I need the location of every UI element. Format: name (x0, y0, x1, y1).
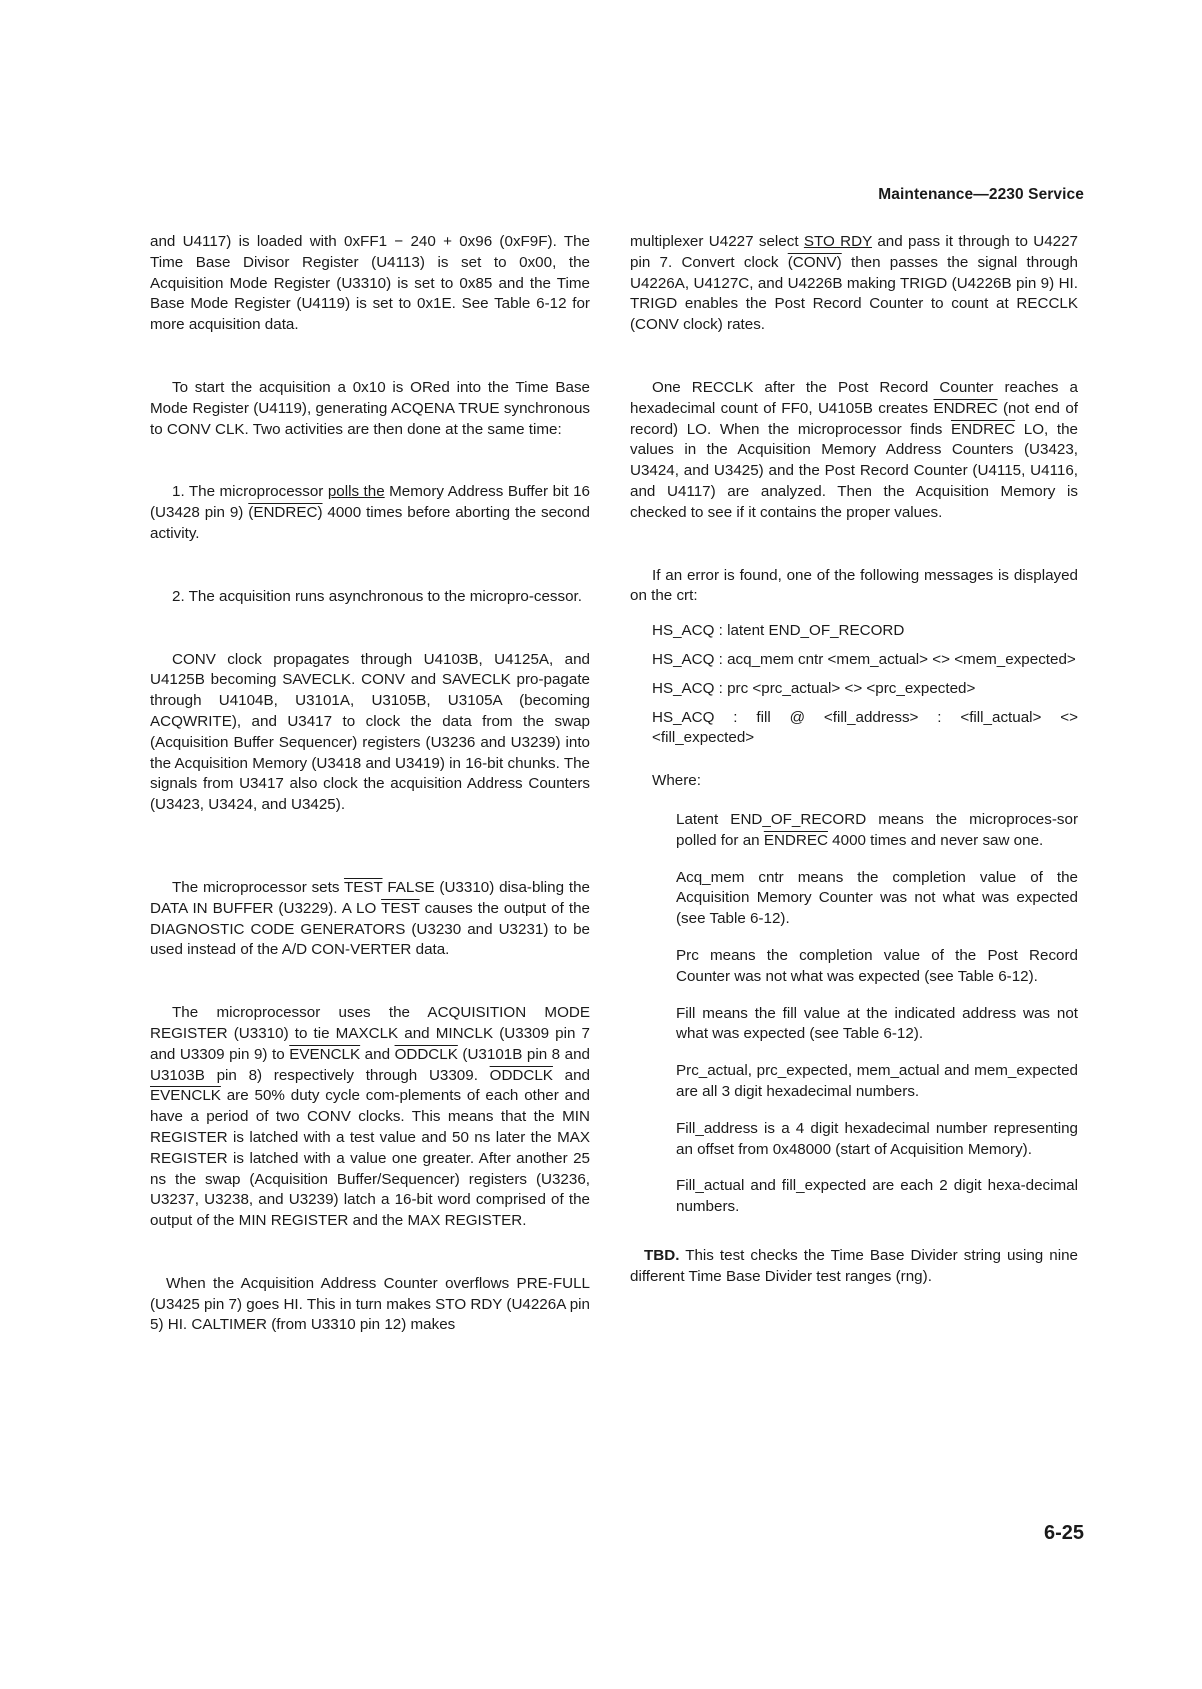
text-run: 4000 times before aborting the second activity. (150, 504, 590, 542)
underlined-text: polls the (327, 483, 385, 501)
error-message: HS_ACQ : fill @ <fill_address> : <fill_actual> <> <fill_expected> (652, 708, 1078, 747)
definition (676, 810, 1078, 852)
definition-list (630, 810, 1078, 1218)
overlined-signal: (ENDREC) (248, 504, 323, 522)
page-header: Maintenance—2230 Service (878, 186, 1084, 203)
text-run: and pass it through to U4227 pin 7. Convert clock (630, 233, 1078, 271)
paragraph: 2. The acquisition runs asynchronous to the micropro-cessor. (172, 587, 582, 605)
page-number: 6-25 (1043, 1522, 1084, 1544)
paragraph (150, 878, 590, 961)
overlined-signal: TEST (343, 878, 383, 896)
text-run: One RECCLK after the Post Record Counter reaches a hexadecimal count of FF0, U4105B creates (630, 378, 1078, 417)
paragraph (150, 1003, 590, 1232)
paragraph: When the Acquisition Address Counter overflows PRE-FULL (U3425 pin 7) goes HI. This in turn makes STO RDY (U4226A pin 5) HI. CALTIMER (from U3310 pin 12) makes (150, 1274, 590, 1334)
tbd-label: TBD. (644, 1246, 680, 1264)
overlined-signal: EVENCLK (150, 1087, 221, 1105)
text-run: FALSE (U3310) disa-bling the DATA IN BUFFER (U3229). A LO (150, 878, 590, 917)
text-run: (not end of record) LO. When the microprocessor finds (630, 399, 1078, 438)
text-run: and (552, 1066, 590, 1084)
text-run: Memory Address Buffer bit 16 (U3428 pin 9) (150, 483, 590, 522)
paragraph (150, 482, 590, 544)
error-message: HS_ACQ : prc <prc_actual> <> <prc_expected> (652, 679, 976, 697)
overlined-signal: ENDREC (933, 399, 998, 417)
text-run: The microprocessor uses the ACQUISITION MODE REGISTER (U3310) to tie MAXCLK and MINCLK (U3309 pin 7 and U3309 pin 9) to (150, 1004, 590, 1063)
text-run: 1. The microprocessor (172, 483, 328, 501)
overlined-signal: ENDREC (951, 420, 1016, 438)
text-run: Latent END_OF_RECORD means the microproces-sor polled for an (676, 810, 1078, 849)
underlined-text: STO RDY (803, 233, 872, 250)
text-run: then passes the signal through U4226A, U4127C, and U4226B making TRIGD (U4226B pin 9) HI. TRIGD enables the Post Record Counter to count at RECCLK (CONV clock) rates. (630, 253, 1078, 334)
where-label: Where: (652, 772, 701, 790)
overlined-signal: ENDREC (763, 831, 828, 849)
paragraph: If an error is found, one of the following messages is displayed on the crt: (630, 566, 1078, 605)
text-run: and (360, 1045, 395, 1063)
paragraph: To start the acquisition a 0x10 is ORed into the Time Base Mode Register (U4119), generating ACQENA TRUE synchronous to CONV CLK. Two activities are then done at the same time: (150, 378, 590, 438)
overlined-signal: ODDCLK (394, 1045, 458, 1063)
paragraph (630, 378, 1078, 524)
text-run: 4000 times and never saw one. (827, 831, 1044, 849)
tbd-paragraph (630, 1246, 1078, 1288)
left-column (150, 232, 590, 1336)
text-run: (U3101B pin 8 and U3103B pin 8) respectively through U3309. (150, 1045, 591, 1084)
paragraph: CONV clock propagates through U4103B, U4125A, and U4125B becoming SAVECLK. CONV and SAVECLK pro-pagate through U4104B, U3101A, U3105B, U3105A (becoming ACQWRITE), and U3417 to clock the data from the swap (Acquisition Buffer Sequencer) registers (U3236 and U3239) into the Acquisition Memory (U3418 and U3419) in 16-bit chunks. The signals from U3417 also clock the acquisition Address Counters (U3423, U3424, and U3425). (150, 650, 590, 814)
text-run: are 50% duty cycle com-plements of each other and have a period of two CONV clocks. This means that the MIN REGISTER is latched with a test value and 50 ns later the MAX REGISTER is latched with a value one greater. After another 25 ns the swap (Acquisition Buffer/Sequencer) registers (U3236, U3237, U3238, and U3239) latch a 16-bit word comprised of the output of the MIN REGISTER and the MAX REGISTER. (150, 1087, 590, 1230)
definition: Prc means the completion value of the Post Record Counter was not what was expected (see Table 6-12). (676, 946, 1078, 985)
error-message: HS_ACQ : latent END_OF_RECORD (652, 622, 905, 640)
paragraph: and U4117) is loaded with 0xFF1 − 240 + 0x96 (0xF9F). The Time Base Divisor Register (U4113) is set to 0x00, the Acquisition Mode Register (U3310) is set to 0x85 and the Time Base Mode Register (U4119) is set to 0x1E. See Table 6-12 for more acquisition data. (150, 233, 590, 334)
text-run: The microprocessor sets (172, 878, 344, 896)
definition: Fill_actual and fill_expected are each 2 digit hexa-decimal numbers. (676, 1177, 1078, 1216)
overlined-signal: (CONV) (787, 253, 842, 271)
definition: Acq_mem cntr means the completion value of the Acquisition Memory Counter was not what was expected (see Table 6-12). (676, 868, 1078, 928)
error-message: HS_ACQ : acq_mem cntr <mem_actual> <> <mem_expected> (652, 650, 1076, 668)
definition: Prc_actual, prc_expected, mem_actual and mem_expected are all 3 digit hexadecimal numbers. (676, 1062, 1078, 1100)
right-column (630, 232, 1078, 1287)
overlined-signal: ODDCLK (489, 1066, 553, 1084)
overlined-signal: EVENCLK (289, 1045, 361, 1063)
text-run: LO, the values in the Acquisition Memory Address Counters (U3423, U3424, and U3425) and the Post Record Counter (U4115, U4116, and U4117) are analyzed. Then the Acquisition Memory is checked to see if it contains the proper values. (630, 420, 1078, 521)
paragraph (630, 232, 1078, 336)
error-message-list (630, 621, 1078, 749)
definition: Fill_address is a 4 digit hexadecimal number representing an offset from 0x48000 (start of Acquisition Memory). (676, 1119, 1078, 1158)
text-run: multiplexer U4227 select (630, 233, 804, 250)
text-run: This test checks the Time Base Divider string using nine different Time Base Divider test ranges (rng). (630, 1246, 1078, 1285)
overlined-signal: TEST (381, 899, 420, 917)
definition: Fill means the fill value at the indicated address was not what was expected (see Table 6-12). (676, 1004, 1078, 1043)
text-run: causes the output of the DIAGNOSTIC CODE GENERATORS (U3230 and U3231) to be used instead of the A/D CON-VERTER data. (150, 899, 590, 959)
